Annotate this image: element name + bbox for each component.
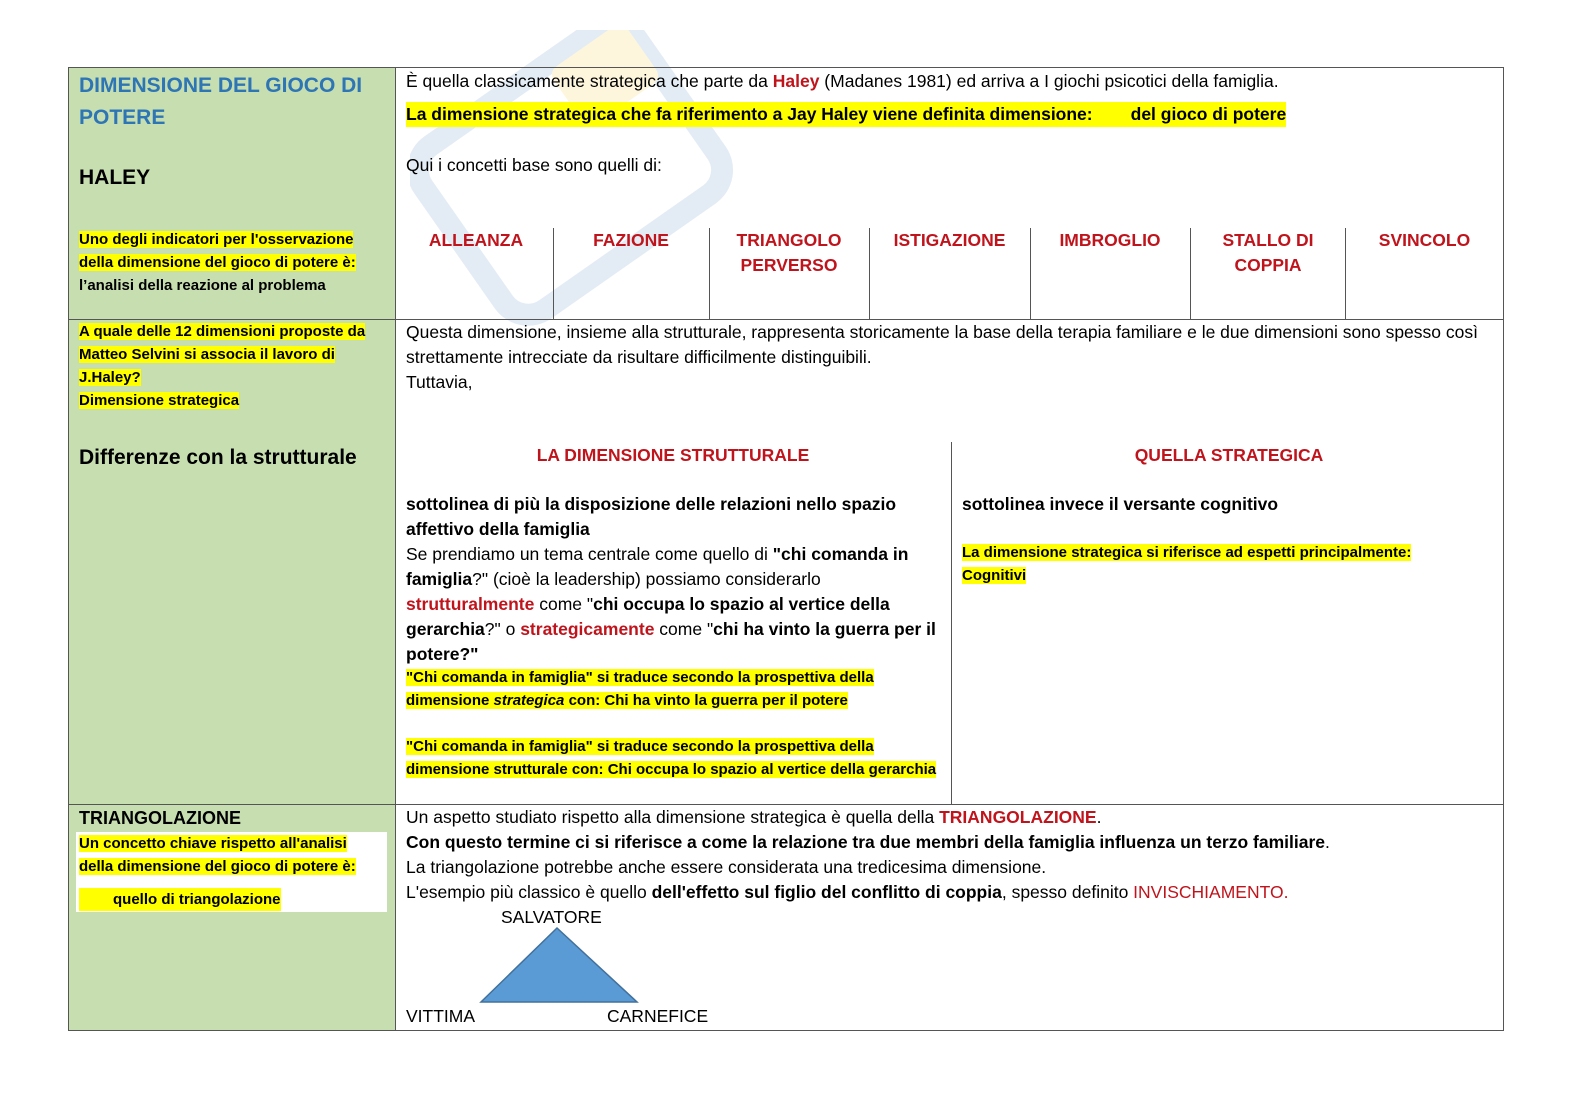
structural-highlight-1 <box>406 666 946 712</box>
section-title: DIMENSIONE DEL GIOCO DI POTERE <box>79 74 363 129</box>
bottom-line-4c: , spesso definito <box>1001 882 1134 902</box>
concept-divider <box>1345 228 1346 319</box>
concept-imbroglio: IMBROGLIO <box>1059 230 1161 250</box>
differences-heading: Differenze con la strutturale <box>79 446 357 469</box>
selvini-question <box>79 320 387 412</box>
label-carnefice: CARNEFICE <box>607 1006 709 1026</box>
concept-alleanza: ALLEANZA <box>428 230 524 250</box>
middle-intro-text: Questa dimensione, insieme alla strutturale, rappresenta storicamente la base della terapia familiare e le due dimensioni sono spesso così strettamente intrecciate da risultare difficilmente distinguibili. <box>406 322 1478 367</box>
indicator-question-text: Uno degli indicatori per l'osservazione della dimensione del gioco di potere è: <box>79 231 356 271</box>
concept-divider <box>869 228 870 319</box>
bottom-line-1c: . <box>1096 807 1102 827</box>
bottom-line-2: Con questo termine ci si riferisce a come la relazione tra due membri della famiglia influenza un terzo familiare <box>406 832 1326 852</box>
haley-heading: HALEY <box>79 166 151 189</box>
concept-divider <box>1030 228 1031 319</box>
concept-istigazione: ISTIGAZIONE <box>893 230 1006 250</box>
triangolazione-question-text: Un concetto chiave rispetto all'analisi della dimensione del gioco di potere è: <box>79 835 356 875</box>
leadership-text-9: come " <box>654 619 714 639</box>
highlight-1-italic: strategica <box>493 692 565 709</box>
concept-divider <box>1190 228 1191 319</box>
strategic-highlight <box>962 541 1462 587</box>
label-vittima: VITTIMA <box>406 1006 476 1026</box>
indicator-answer: l’analisi della reazione al problema <box>79 277 326 294</box>
concept-stallo-di-coppia: STALLO DI COPPIA <box>1222 230 1314 275</box>
structural-highlight-2 <box>406 735 946 781</box>
strategic-heading: QUELLA STRATEGICA <box>1134 445 1324 465</box>
concept-fazione: FAZIONE <box>593 230 669 250</box>
strutturalmente-text: strutturalmente <box>406 594 535 614</box>
triangolazione-question <box>79 832 385 878</box>
concept-divider <box>709 228 710 319</box>
bottom-line-4a: L'esempio più classico è quello <box>406 882 652 902</box>
highlight-2-text: "Chi comanda in famiglia" si traduce secondo la prospettiva della dimensione strutturale con: Chi occupa lo spazio al vertice della gerarchia <box>406 738 937 778</box>
concept-triangolo-perverso: TRIANGOLO PERVERSO <box>736 230 842 275</box>
bottom-line-2-end: . <box>1325 832 1330 852</box>
structural-summary: sottolinea di più la disposizione delle relazioni nello spazio affettivo della famiglia <box>406 494 897 539</box>
triangolazione-answer <box>79 888 281 911</box>
leadership-text-6: chi occupa lo spazio al vertice della gerarchia <box>406 594 890 639</box>
selvini-question-text: A quale delle 12 dimensioni proposte da Matteo Selvini si associa il lavoro di J.Haley? <box>79 323 366 386</box>
triangolazione-body <box>406 805 1496 905</box>
triangolazione-title: TRIANGOLAZIONE <box>79 808 241 828</box>
intro-haley: Haley <box>772 71 820 91</box>
intro-line <box>406 69 1496 94</box>
invischiamento-text: INVISCHIAMENTO. <box>1133 882 1289 902</box>
structural-heading: LA DIMENSIONE STRUTTURALE <box>536 445 810 465</box>
main-table <box>68 67 1504 1031</box>
bottom-triangolazione: TRIANGOLAZIONE <box>939 807 1097 827</box>
definition-line <box>406 102 1286 127</box>
bottom-line-1a: Un aspetto studiato rispetto alla dimensione strategica è quella della <box>406 807 940 827</box>
structural-column <box>406 492 946 667</box>
leadership-text-7: ?" o <box>484 619 521 639</box>
bottom-line-3: La triangolazione potrebbe anche essere considerata una tredicesima dimensione. <box>406 857 1047 877</box>
selvini-answer: Dimensione strategica <box>79 392 240 409</box>
strategic-highlight-text: La dimensione strategica si riferisce ad espetti principalmente: Cognitivi <box>962 544 1412 584</box>
intro-text-b: (Madanes 1981) ed arriva a I giochi psicotici della famiglia. <box>819 71 1279 91</box>
triangle-shape <box>481 928 637 1002</box>
leadership-text-5: come " <box>534 594 594 614</box>
label-salvatore: SALVATORE <box>501 907 602 927</box>
concept-divider <box>553 228 554 319</box>
comparison-divider <box>951 442 952 804</box>
leadership-text-10: chi ha vinto la guerra per il potere?" <box>406 619 936 664</box>
middle-intro <box>406 320 1496 395</box>
concepts-intro: Qui i concetti base sono quelli di: <box>406 155 662 175</box>
triangolazione-answer-text: quello di triangolazione <box>113 891 281 908</box>
concept-svincolo: SVINCOLO <box>1378 230 1471 250</box>
indicator-question <box>79 228 387 297</box>
highlight-1-text-a: "Chi comanda in famiglia" si traduce secondo la prospettiva della dimensione <box>406 669 874 709</box>
triangle-diagram <box>479 926 639 1004</box>
leadership-text-2: "chi comanda in famiglia <box>406 544 909 589</box>
bottom-line-4b: dell'effetto sul figlio del conflitto di coppia <box>651 882 1002 902</box>
highlight-1-text-c: con: Chi ha vinto la guerra per il potere <box>564 692 848 709</box>
intro-text-a: È quella classicamente strategica che parte da <box>406 71 773 91</box>
strategicamente-text: strategicamente <box>520 619 655 639</box>
definition-text-b: del gioco di potere <box>1130 104 1287 124</box>
strategic-summary: sottolinea invece il versante cognitivo <box>962 494 1279 514</box>
definition-text-a: La dimensione strategica che fa riferimento a Jay Haley viene definita dimensione: <box>406 104 1093 124</box>
leadership-text-3: ?" (cioè la leadership) possiamo considerarlo <box>472 569 821 589</box>
tuttavia-text: Tuttavia, <box>406 372 473 392</box>
leadership-text-1: Se prendiamo un tema centrale come quello di <box>406 544 773 564</box>
